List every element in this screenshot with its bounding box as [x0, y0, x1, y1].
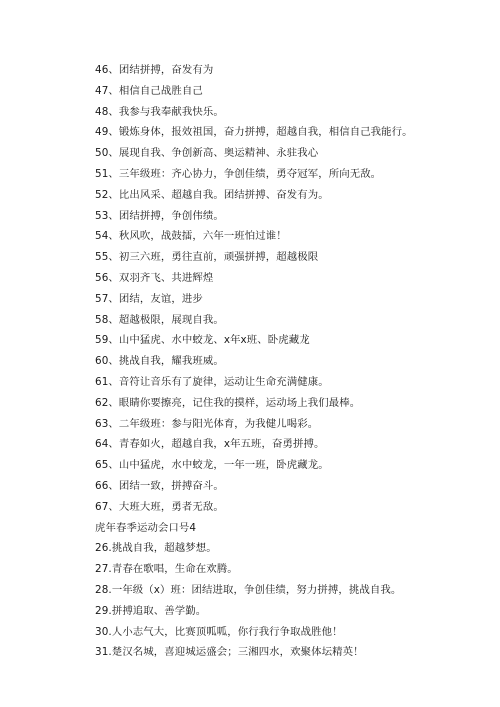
document-body: [95, 60, 475, 663]
slogan-line-62: 62、眼睛你要擦亮，记住我的摸样，运动场上我们最棒。: [95, 396, 361, 409]
slogan-line-55: 55、初三六班，勇往直前，顽强拼搏，超越极限: [95, 251, 319, 264]
slogan-line-52: 52、比出风采、超越自我。团结拼搏、奋发有为。: [95, 188, 329, 201]
slogan-line-65: 65、山中猛虎，水中蛟龙，一年一班，卧虎藏龙。: [95, 459, 329, 472]
slogan-line-61: 61、音符让音乐有了旋律，运动让生命充满健康。: [95, 375, 329, 388]
slogan-line-59: 59、山中猛虎、水中蛟龙、x年x班、卧虎藏龙: [95, 334, 310, 347]
slogan-line-63: 63、二年级班：参与阳光体育，为我健儿喝彩。: [95, 417, 319, 430]
slogan-line-53: 53、团结拼搏，争创伟绩。: [95, 209, 224, 222]
slogan-line-30: 30.人小志气大，比赛顶呱呱，你行我行争取战胜他！: [95, 625, 343, 638]
slogan-line-54: 54、秋风吹，战鼓擂，六年一班怕过谁！: [95, 230, 287, 243]
slogan-line-31: 31.楚汉名城，喜迎城运盛会；三湘四水，欢聚体坛精英！: [95, 646, 364, 659]
slogan-line-66: 66、团结一致，拼搏奋斗。: [95, 479, 224, 492]
slogan-line-57: 57、团结，友谊，进步: [95, 292, 203, 305]
slogan-line-28: 28.一年级（x）班：团结进取，争创佳绩，努力拼搏，挑战自我。: [95, 583, 402, 596]
section-heading: 虎年春季运动会口号4: [95, 521, 197, 534]
slogan-line-49: 49、锻炼身体，报效祖国，奋力拼搏，超越自我，相信自己我能行。: [95, 126, 413, 139]
slogan-line-29: 29.拼搏追取、善学勤。: [95, 604, 207, 617]
slogan-line-48: 48、我参与我奉献我快乐。: [95, 105, 224, 118]
slogan-line-47: 47、相信自己战胜自己: [95, 84, 203, 97]
slogan-line-26: 26.挑战自我，超越梦想。: [95, 542, 217, 555]
slogan-line-27: 27.青春在歌唱，生命在欢腾。: [95, 563, 238, 576]
slogan-line-58: 58、超越极限，展现自我。: [95, 313, 224, 326]
slogan-line-51: 51、三年级班：齐心协力，争创佳绩，勇夺冠军，所向无敌。: [95, 167, 382, 180]
slogan-line-50: 50、展现自我、争创新高、奥运精神、永驻我心: [95, 147, 319, 160]
slogan-line-46: 46、团结拼搏，奋发有为: [95, 64, 214, 76]
slogan-line-64: 64、青春如火，超越自我，x年五班，奋勇拼搏。: [95, 438, 325, 451]
slogan-line-67: 67、大班大班，勇者无敌。: [95, 500, 224, 513]
slogan-line-60: 60、挑战自我，耀我班威。: [95, 355, 224, 368]
slogan-line-56: 56、双羽齐飞、共进辉煌: [95, 271, 214, 284]
